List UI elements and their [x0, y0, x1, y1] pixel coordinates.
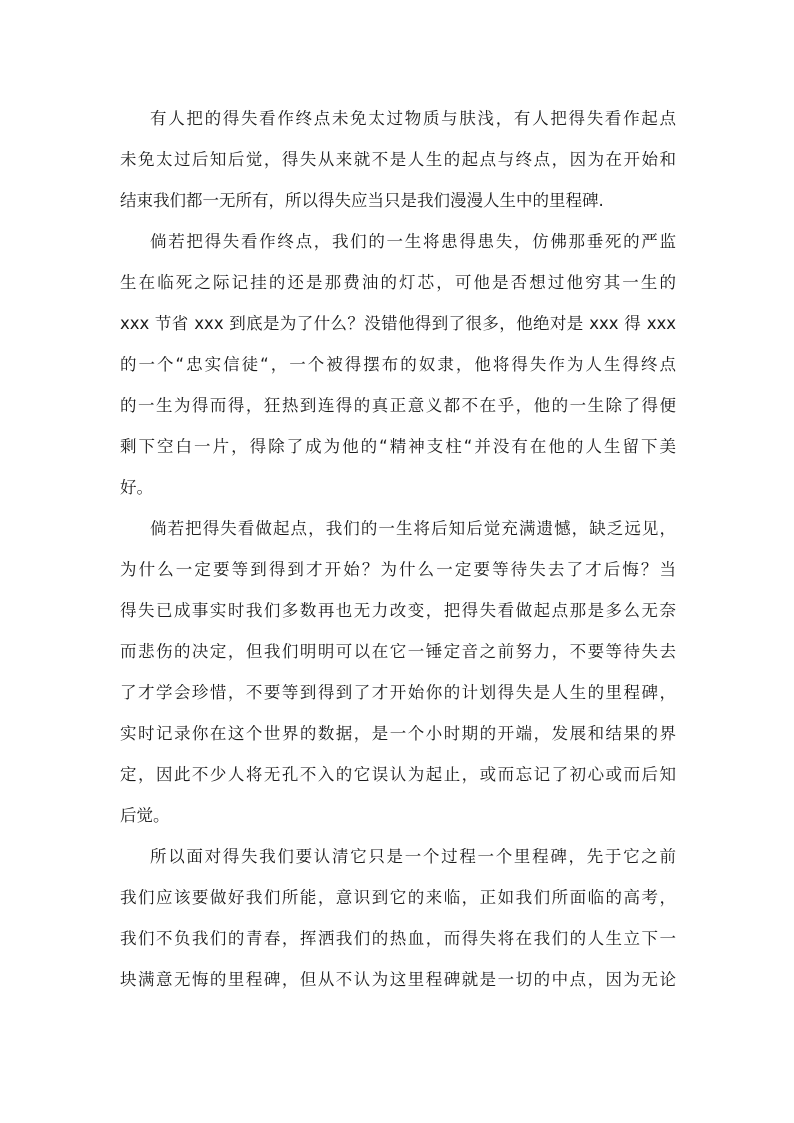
text-line: 倘若把得失看做起点，我们的一生将后知后觉充满遗憾，缺乏远见，: [150, 519, 676, 538]
text-line: 得失已成事实时我们多数再也无力改变，把得失看做起点那是多么无奈: [120, 601, 676, 620]
text-line: 而悲伤的决定，但我们明明可以在它一锤定音之前努力，不要等待失去: [120, 642, 676, 661]
text-line: 所以面对得失我们要认清它只是一个过程一个里程碑，先于它之前: [150, 847, 676, 866]
text-line: 实时记录你在这个世界的数据，是一个小时期的开端，发展和结果的界: [120, 724, 676, 743]
paragraph-1: [120, 98, 676, 221]
paragraph-4: [120, 836, 676, 1000]
text-line: 为什么一定要等到得到才开始？为什么一定要等待失去了才后悔？当: [120, 560, 676, 579]
text-line: 有人把的得失看作终点未免太过物质与肤浅，有人把得失看作起点: [150, 109, 676, 128]
document-body: [120, 98, 676, 1000]
text-line: 好。: [120, 478, 153, 497]
text-line: 的一生为得而得，狂热到连得的真正意义都不在乎，他的一生除了得便: [120, 396, 676, 415]
text-line: 生在临死之际记挂的还是那费油的灯芯，可他是否想过他穷其一生的: [120, 273, 676, 292]
paragraph-2: [120, 221, 676, 508]
text-line: 定，因此不少人将无孔不入的它误认为起止，或而忘记了初心或而后知: [120, 765, 676, 784]
text-line: 结束我们都一无所有，所以得失应当只是我们漫漫人生中的里程碑.: [120, 191, 604, 210]
text-line: 我们不负我们的青春，挥洒我们的热血，而得失将在我们的人生立下一: [120, 929, 676, 948]
text-line: 倘若把得失看作终点，我们的一生将患得患失，仿佛那垂死的严监: [150, 232, 676, 251]
text-line: 了才学会珍惜，不要等到得到了才开始你的计划得失是人生的里程碑，: [120, 683, 676, 702]
text-line: 块满意无悔的里程碑，但从不认为这里程碑就是一切的中点，因为无论: [120, 970, 676, 989]
paragraph-3: [120, 508, 676, 836]
text-line: 未免太过后知后觉，得失从来就不是人生的起点与终点，因为在开始和: [120, 150, 676, 169]
text-line: xxx 节省 xxx 到底是为了什么？没错他得到了很多，他绝对是 xxx 得 xxx: [120, 314, 676, 333]
text-line: 我们应该要做好我们所能，意识到它的来临，正如我们所面临的高考，: [120, 888, 676, 907]
text-line: 剩下空白一片，得除了成为他的“精神支柱“并没有在他的人生留下美: [120, 437, 676, 456]
text-line: 的一个“忠实信徒“，一个被得摆布的奴隶，他将得失作为人生得终点: [120, 355, 676, 374]
text-line: 后觉。: [120, 806, 170, 825]
